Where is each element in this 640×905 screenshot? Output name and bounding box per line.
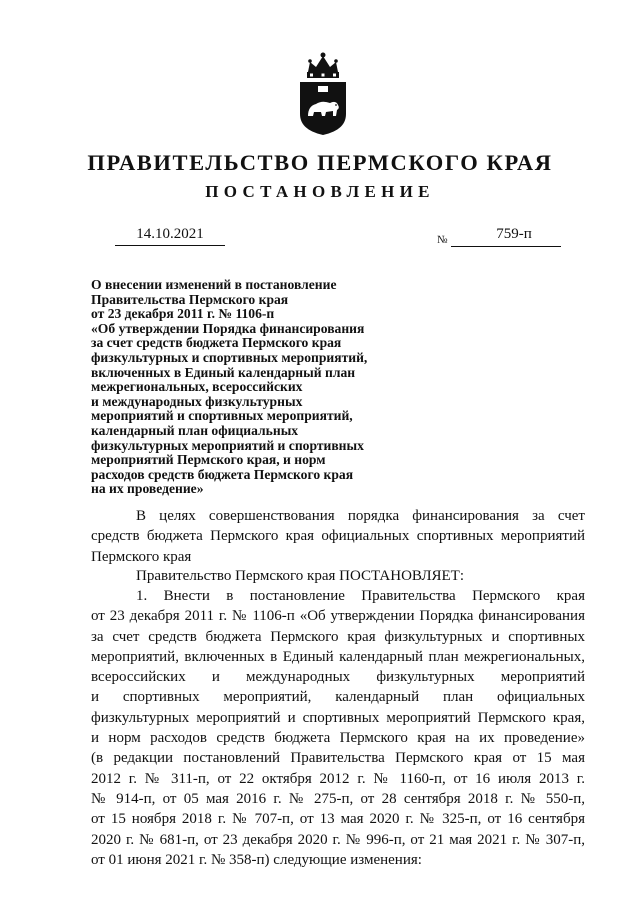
paragraph-line: Пермского края — [91, 548, 192, 565]
subject-line: физкультурных мероприятий и спортивных — [91, 437, 364, 453]
paragraph-line: Правительство Пермского края ПОСТАНОВЛЯЕТ: — [136, 568, 465, 584]
paragraph-line: В целях совершенствования порядка финансирования за счет — [136, 508, 585, 524]
paragraph-resolves — [91, 566, 585, 586]
subject-line: календарный план официальных — [91, 422, 299, 438]
paragraph-line: всероссийских и международных физкультурных мероприятий — [91, 669, 585, 686]
subject-line: мероприятий Пермского края, и норм — [91, 452, 326, 468]
date-field — [115, 226, 225, 246]
subject-line: за счет средств бюджета Пермского края — [91, 335, 342, 351]
coat-of-arms-icon — [296, 50, 350, 136]
paragraph-line: и спортивных мероприятий, календарный план официальных — [91, 689, 585, 706]
paragraph-line: мероприятий, включенных в Единый календарный план межрегиональных, — [91, 648, 585, 665]
paragraph-line: за счет средств бюджета Пермского края физкультурных и спортивных — [91, 628, 585, 645]
paragraph-line: средств бюджета Пермского края официальных спортивных мероприятий — [91, 528, 585, 545]
paragraph-line: физкультурных мероприятий и спортивных мероприятий Пермского края, — [91, 709, 585, 726]
document-subject — [91, 278, 421, 497]
paragraph-line: 1. Внести в постановление Правительства Пермского края — [136, 588, 585, 604]
paragraph-line: от 23 декабря 2011 г. № 1106-п «Об утверждении Порядка финансирования — [91, 608, 585, 625]
paragraph-line: (в редакции постановлений Правительства Пермского края от 15 мая — [91, 750, 585, 767]
subject-line: и международных физкультурных — [91, 393, 303, 409]
date-value: 14.10.2021 — [136, 226, 204, 242]
subject-line: расходов средств бюджета Пермского края — [91, 466, 354, 482]
paragraph-amendments — [91, 586, 585, 870]
subject-line: на их проведение» — [91, 481, 204, 497]
subject-line: межрегиональных, всероссийских — [91, 379, 303, 395]
subject-line: О внесении изменений в постановление — [91, 277, 337, 292]
document-type: ПОСТАНОВЛЕНИЕ — [205, 182, 435, 201]
paragraph-line: № 914-п, от 05 мая 2016 г. № 275-п, от 28 сентября 2018 г. № 550-п, — [91, 790, 585, 807]
paragraph-line: от 01 июня 2021 г. № 358-п) следующие изменения: — [91, 851, 422, 868]
subject-line: от 23 декабря 2011 г. № 1106-п — [91, 306, 275, 322]
subject-line: физкультурных и спортивных мероприятий, — [91, 349, 368, 365]
subject-line: включенных в Единый календарный план — [91, 364, 356, 380]
paragraph-line: 2012 г. № 311-п, от 22 октября 2012 г. № 1160-п, от 16 июля 2013 г. — [91, 770, 585, 787]
number-sign: № — [437, 234, 448, 246]
number-underline — [451, 246, 561, 247]
paragraph-line: от 15 ноября 2018 г. № 707-п, от 13 мая 2020 г. № 325-п, от 16 сентября — [91, 811, 585, 828]
subject-line: Правительства Пермского края — [91, 291, 289, 307]
number-value: 759-п — [496, 226, 532, 242]
paragraph-line: 2020 г. № 681-п, от 23 декабря 2020 г. № 996-п, от 21 мая 2021 г. № 307-п, — [91, 831, 585, 848]
subject-line: «Об утверждении Порядка финансирования — [91, 320, 365, 336]
paragraph-purpose — [91, 506, 585, 567]
date-underline — [115, 245, 225, 246]
government-title: ПРАВИТЕЛЬСТВО ПЕРМСКОГО КРАЯ — [87, 150, 553, 175]
subject-line: мероприятий и спортивных мероприятий, — [91, 408, 353, 424]
paragraph-line: и норм расходов средств бюджета Пермского края на их проведение» — [91, 730, 585, 747]
